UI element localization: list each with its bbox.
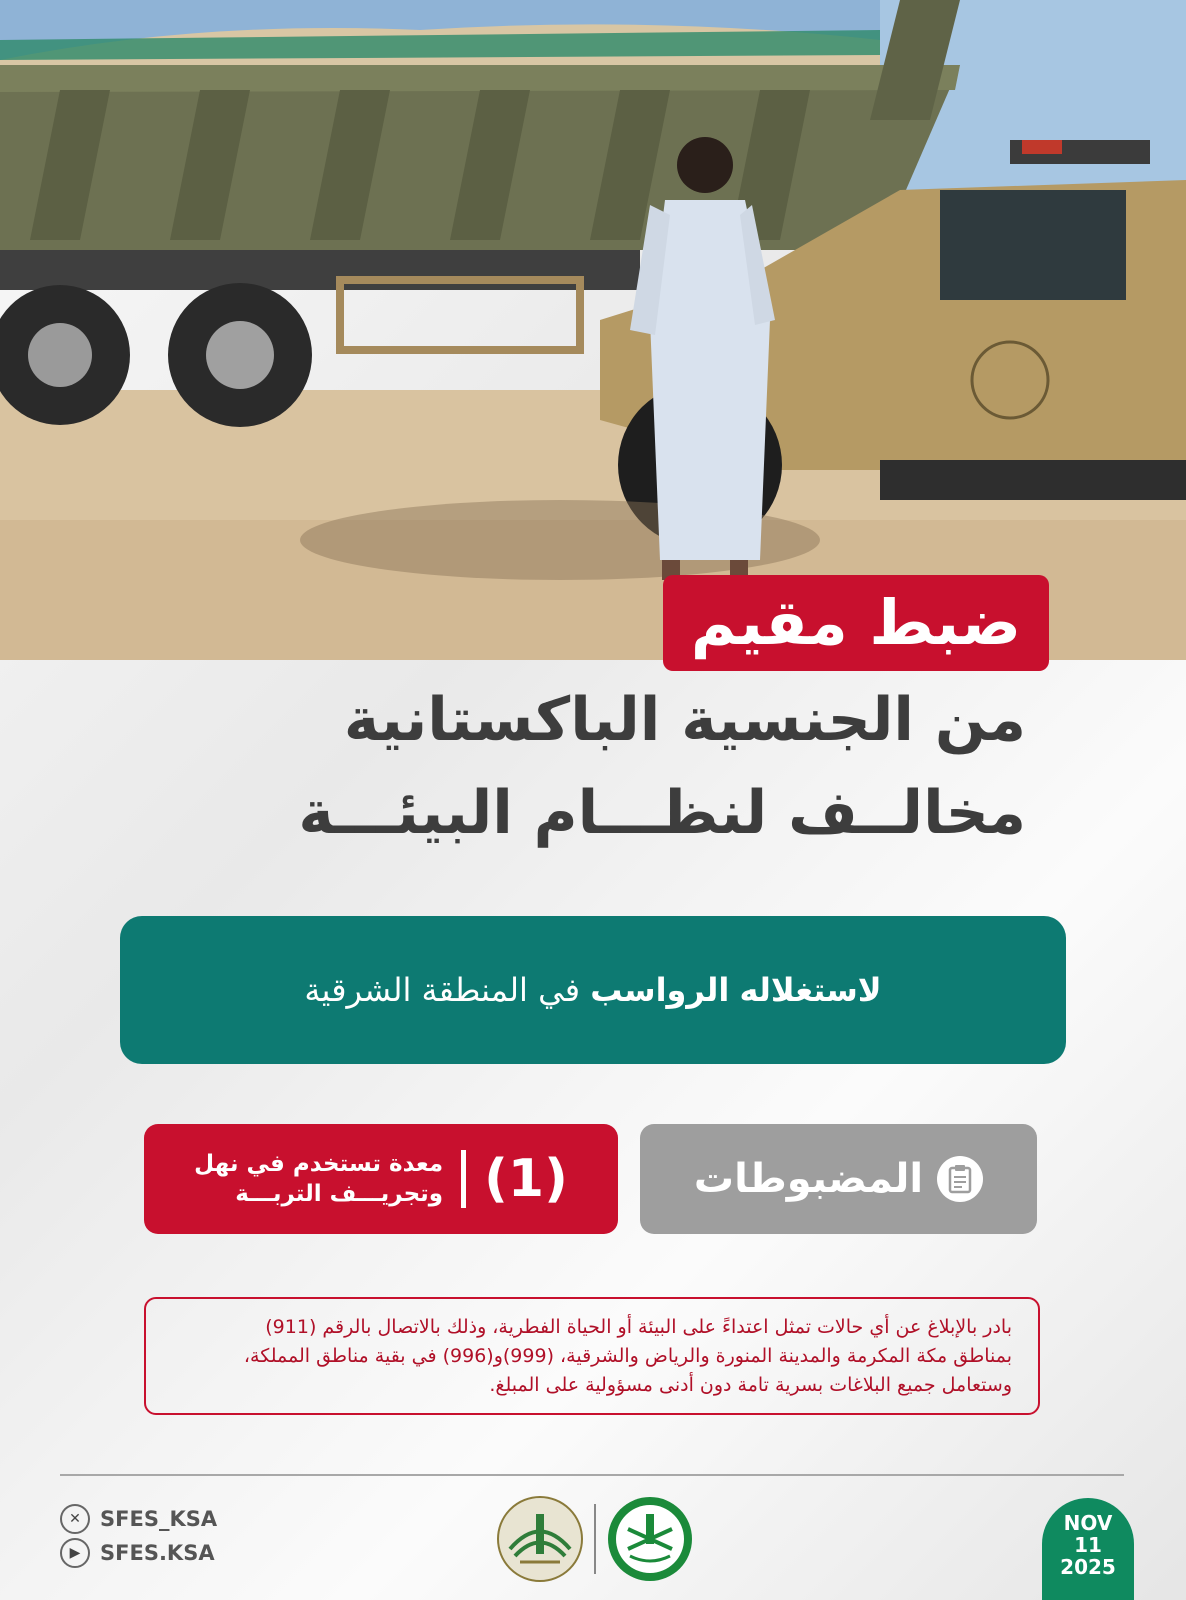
notice-line3: وستعامل جميع البلاغات بسرية تامة دون أدنى مسؤولية على المبلغ. [489,1374,1012,1396]
reason-bold: الرواسب [590,971,730,1009]
sfes-emblem [498,1497,582,1581]
seized-separator [461,1150,466,1208]
x-handle: SFES_KSA [100,1507,218,1531]
seized-desc-line2: وتجريـــف التربـــة [235,1181,444,1207]
logos [490,1494,700,1588]
reason-box [120,916,1066,1064]
x-icon: ✕ [60,1504,90,1534]
social-links [60,1502,217,1570]
reason-prefix: لاستغلاله [739,971,882,1009]
hero-photo [0,0,1186,660]
report-notice [144,1297,1040,1415]
x-link[interactable] [60,1502,217,1536]
seized-description [194,1149,443,1209]
youtube-icon: ▶ [60,1538,90,1568]
notice-line2: بمناطق مكة المكرمة والمدينة المنورة والرياض والشرقية، (999)و(996) في بقية مناطق المملكة، [243,1345,1012,1367]
seized-count: (1) [484,1149,568,1209]
notice-line1: بادر بالإبلاغ عن أي حالات تمثل اعتداءً على البيئة أو الحياة الفطرية، وذلك بالاتصال بالرقم (911) [265,1316,1012,1338]
youtube-link[interactable] [60,1536,217,1570]
seized-desc-line1: معدة تستخدم في نهل [194,1151,444,1177]
footer-divider [60,1474,1124,1476]
date-badge [1042,1498,1134,1600]
date-month: NOV [1063,1511,1113,1535]
reason-suffix: في المنطقة الشرقية [304,971,581,1009]
seized-label: المضبوطات [693,1156,924,1202]
headline-nationality: من الجنسية الباكستانية [343,685,1026,755]
headline-badge: ضبط مقيم [663,575,1049,671]
seized-value-box [144,1124,618,1234]
date-day: 11 [1074,1533,1102,1557]
youtube-handle: SFES.KSA [100,1541,215,1565]
headline-violation: مخالــف لنظـــام البيئـــة [298,778,1026,848]
date-year: 2025 [1060,1555,1116,1579]
moi-emblem [608,1497,692,1581]
clipboard-icon [937,1156,983,1202]
seized-label-box [640,1124,1037,1234]
